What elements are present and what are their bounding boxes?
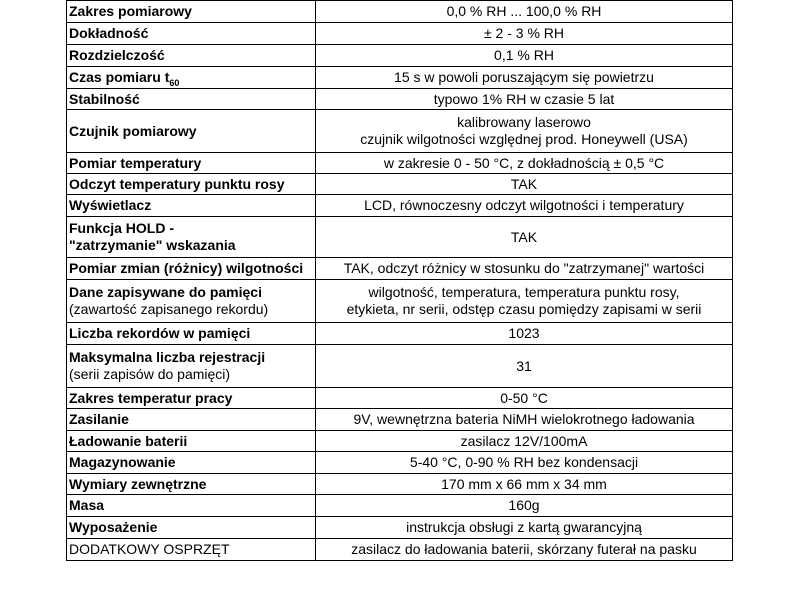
row-label-line: (zawartość zapisanego rekordu) <box>69 301 269 317</box>
table-row <box>67 67 733 89</box>
row-label: Stabilność <box>67 89 316 110</box>
row-value <box>316 110 733 153</box>
table-row <box>67 539 733 561</box>
table-row <box>67 431 733 452</box>
table-row <box>67 388 733 409</box>
row-label-line: Dane zapisywane do pamięci <box>69 284 262 300</box>
row-value: 160g <box>316 495 733 517</box>
row-value-line: etykieta, nr serii, odstęp czasu pomiędzy zapisami w serii <box>346 301 702 317</box>
row-value-line: wilgotność, temperatura, temperatura punktu rosy, <box>368 284 680 300</box>
row-label: Ładowanie baterii <box>67 431 316 452</box>
row-label: Zasilanie <box>67 409 316 431</box>
row-label: Liczba rekordów w pamięci <box>67 323 316 345</box>
row-value-line: kalibrowany laserowo <box>457 114 591 130</box>
row-label: Rozdzielczość <box>67 45 316 67</box>
table-row <box>67 1 733 23</box>
row-label-line: "zatrzymanie" wskazania <box>69 237 236 253</box>
row-value: TAK, odczyt różnicy w stosunku do "zatrzymanej" wartości <box>316 258 733 280</box>
row-label: Zakres pomiarowy <box>67 1 316 23</box>
row-label-line: Funkcja HOLD - <box>69 220 175 236</box>
row-label-line: (serii zapisów do pamięci) <box>69 366 231 382</box>
table-row <box>67 217 733 258</box>
row-label: DODATKOWY OSPRZĘT <box>67 539 316 561</box>
row-value: 170 mm x 66 mm x 34 mm <box>316 474 733 495</box>
row-value: 0,1 % RH <box>316 45 733 67</box>
row-value: 0,0 % RH ... 100,0 % RH <box>316 1 733 23</box>
row-value: LCD, równoczesny odczyt wilgotności i temperatury <box>316 195 733 217</box>
table-row <box>67 195 733 217</box>
row-label: Czujnik pomiarowy <box>67 110 316 153</box>
row-value: zasilacz do ładowania baterii, skórzany futerał na pasku <box>316 539 733 561</box>
table-row <box>67 345 733 388</box>
table-row <box>67 409 733 431</box>
table-row <box>67 45 733 67</box>
row-label: Odczyt temperatury punktu rosy <box>67 174 316 195</box>
table-row <box>67 323 733 345</box>
row-label-subscript: 60 <box>169 77 180 88</box>
row-label: Zakres temperatur pracy <box>67 388 316 409</box>
row-value: typowo 1% RH w czasie 5 lat <box>316 89 733 110</box>
row-label: Wymiary zewnętrzne <box>67 474 316 495</box>
row-value: instrukcja obsługi z kartą gwarancyjną <box>316 517 733 539</box>
row-value: TAK <box>316 217 733 258</box>
row-label: Masa <box>67 495 316 517</box>
row-label-text: Czas pomiaru t <box>69 69 170 85</box>
table-row <box>67 153 733 174</box>
row-value: 9V, wewnętrzna bateria NiMH wielokrotnego ładowania <box>316 409 733 431</box>
row-value: 31 <box>316 345 733 388</box>
table-row <box>67 495 733 517</box>
table-row <box>67 474 733 495</box>
row-value: 5-40 °C, 0-90 % RH bez kondensacji <box>316 452 733 474</box>
row-label: Wyświetlacz <box>67 195 316 217</box>
row-label <box>67 345 316 388</box>
row-label: Pomiar zmian (różnicy) wilgotności <box>67 258 316 280</box>
row-label: Wyposażenie <box>67 517 316 539</box>
row-value: w zakresie 0 - 50 °C, z dokładnością ± 0,5 °C <box>316 153 733 174</box>
row-label <box>67 217 316 258</box>
spec-table <box>66 0 733 561</box>
row-value: TAK <box>316 174 733 195</box>
table-row <box>67 258 733 280</box>
row-label: Magazynowanie <box>67 452 316 474</box>
row-value: 0-50 °C <box>316 388 733 409</box>
row-value: zasilacz 12V/100mA <box>316 431 733 452</box>
table-row <box>67 452 733 474</box>
table-row <box>67 89 733 110</box>
row-value: 1023 <box>316 323 733 345</box>
table-row <box>67 517 733 539</box>
row-value: ± 2 - 3 % RH <box>316 23 733 45</box>
row-label: Dokładność <box>67 23 316 45</box>
table-row <box>67 23 733 45</box>
table-row <box>67 110 733 153</box>
row-value <box>316 280 733 323</box>
row-value: 15 s w powoli poruszającym się powietrzu <box>316 67 733 89</box>
row-value-line: czujnik wilgotności względnej prod. Honeywell (USA) <box>360 131 688 147</box>
row-label: Pomiar temperatury <box>67 153 316 174</box>
table-row <box>67 280 733 323</box>
table-row <box>67 174 733 195</box>
row-label-line: Maksymalna liczba rejestracji <box>69 349 266 365</box>
row-label <box>67 280 316 323</box>
row-label <box>67 67 316 89</box>
